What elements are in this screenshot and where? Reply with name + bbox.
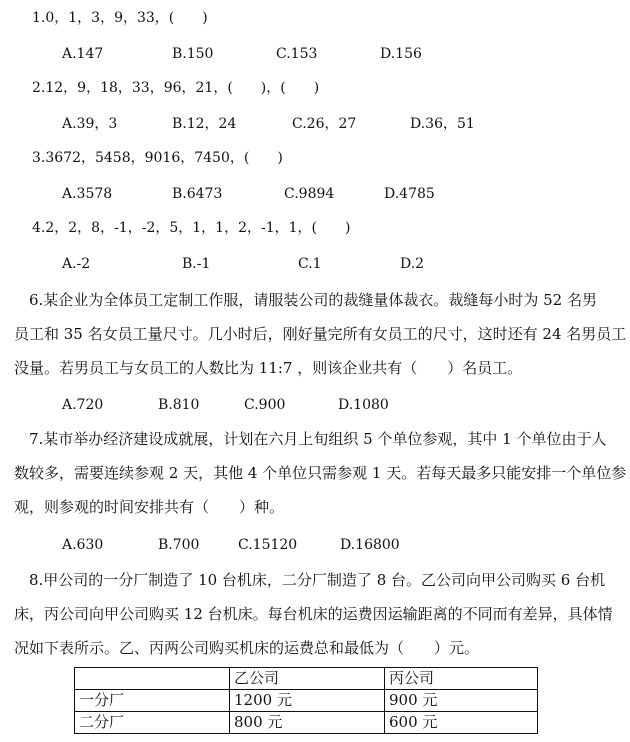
- question-7-stem: [14, 422, 627, 524]
- question-7-line-1: 7.某市举办经济建设成就展，计划在六月上旬组织 5 个单位参观，其中 1 个单位由于人: [14, 430, 607, 448]
- question-4-stem: 4.2，2，8，-1，-2，5，1，1，2，-1，1，( ): [32, 220, 351, 236]
- option-c: C.900: [244, 397, 286, 413]
- option-d: D.36，51: [410, 116, 475, 132]
- question-4-options: [0, 254, 630, 274]
- question-6-options: [0, 395, 630, 415]
- table-header-cell: 丙公司: [385, 668, 538, 690]
- option-a: A.630: [62, 537, 104, 553]
- table-cell: 600 元: [385, 712, 538, 734]
- table-header-row: [75, 668, 538, 690]
- option-d: D.16800: [340, 537, 400, 553]
- table-row: [75, 712, 538, 734]
- table-cell: 800 元: [230, 712, 385, 734]
- question-8-line-3: 况如下表所示。乙、丙两公司购买机床的运费总和最低为（ ）元。: [14, 639, 480, 657]
- question-1-stem: 1.0，1，3，9，33，( ): [32, 10, 208, 26]
- table-cell: 二分厂: [75, 712, 230, 734]
- question-6-line-1: 6.某企业为全体员工定制工作服，请服装公司的裁缝量体裁衣。裁缝每小时为 52 名男: [14, 291, 597, 309]
- question-7-line-3: 观，则参观的时间安排共有（ ）种。: [14, 498, 285, 516]
- option-c: C.26，27: [292, 116, 357, 132]
- table-header-cell: [75, 668, 230, 690]
- option-a: A.-2: [62, 256, 91, 272]
- option-d: D.156: [380, 46, 422, 62]
- table-row: [75, 690, 538, 712]
- question-3-stem: 3.3672，5458，9016，7450，( ): [32, 150, 283, 166]
- option-b: B.12，24: [172, 116, 237, 132]
- option-d: D.4785: [384, 186, 435, 202]
- option-b: B.700: [158, 537, 200, 553]
- question-6-line-3: 没量。若男员工与女员工的人数比为 11:7 ，则该企业共有（ ）名员工。: [14, 359, 523, 377]
- shipping-fee-table: [74, 667, 538, 734]
- question-8-line-2: 床，丙公司向甲公司购买 12 台机床。每台机床的运费因运输距离的不同而有差异，具体情: [14, 605, 613, 623]
- option-a: A.39，3: [62, 116, 118, 132]
- question-2-stem: 2.12，9，18，33，96，21，( )，( ): [32, 80, 320, 96]
- question-3-options: [0, 184, 630, 204]
- option-c: C.15120: [238, 537, 298, 553]
- option-b: B.-1: [182, 256, 211, 272]
- question-6-line-2: 员工和 35 名女员工量尺寸。几小时后，刚好量完所有女员工的尺寸，这时还有 24 名男员工: [14, 325, 627, 343]
- question-2-options: [0, 114, 630, 134]
- option-c: C.1: [298, 256, 322, 272]
- question-8-stem: [14, 563, 613, 665]
- option-b: B.150: [172, 46, 214, 62]
- question-8-line-1: 8.甲公司的一分厂制造了 10 台机床，二分厂制造了 8 台。乙公司向甲公司购买 6 台机: [14, 571, 606, 589]
- option-a: A.147: [62, 46, 104, 62]
- table-cell: 900 元: [385, 690, 538, 712]
- option-d: D.2: [400, 256, 425, 272]
- table-cell: 一分厂: [75, 690, 230, 712]
- option-b: B.6473: [172, 186, 223, 202]
- question-7-options: [0, 535, 630, 555]
- question-6-stem: [14, 283, 627, 385]
- question-1-options: [0, 44, 630, 64]
- option-c: C.9894: [284, 186, 335, 202]
- option-c: C.153: [276, 46, 318, 62]
- question-7-line-2: 数较多，需要连续参观 2 天，其他 4 个单位只需参观 1 天。若每天最多只能安排一个单位参: [14, 464, 627, 482]
- option-a: A.3578: [62, 186, 113, 202]
- option-d: D.1080: [338, 397, 389, 413]
- option-a: A.720: [62, 397, 104, 413]
- table-cell: 1200 元: [230, 690, 385, 712]
- option-b: B.810: [158, 397, 200, 413]
- table-header-cell: 乙公司: [230, 668, 385, 690]
